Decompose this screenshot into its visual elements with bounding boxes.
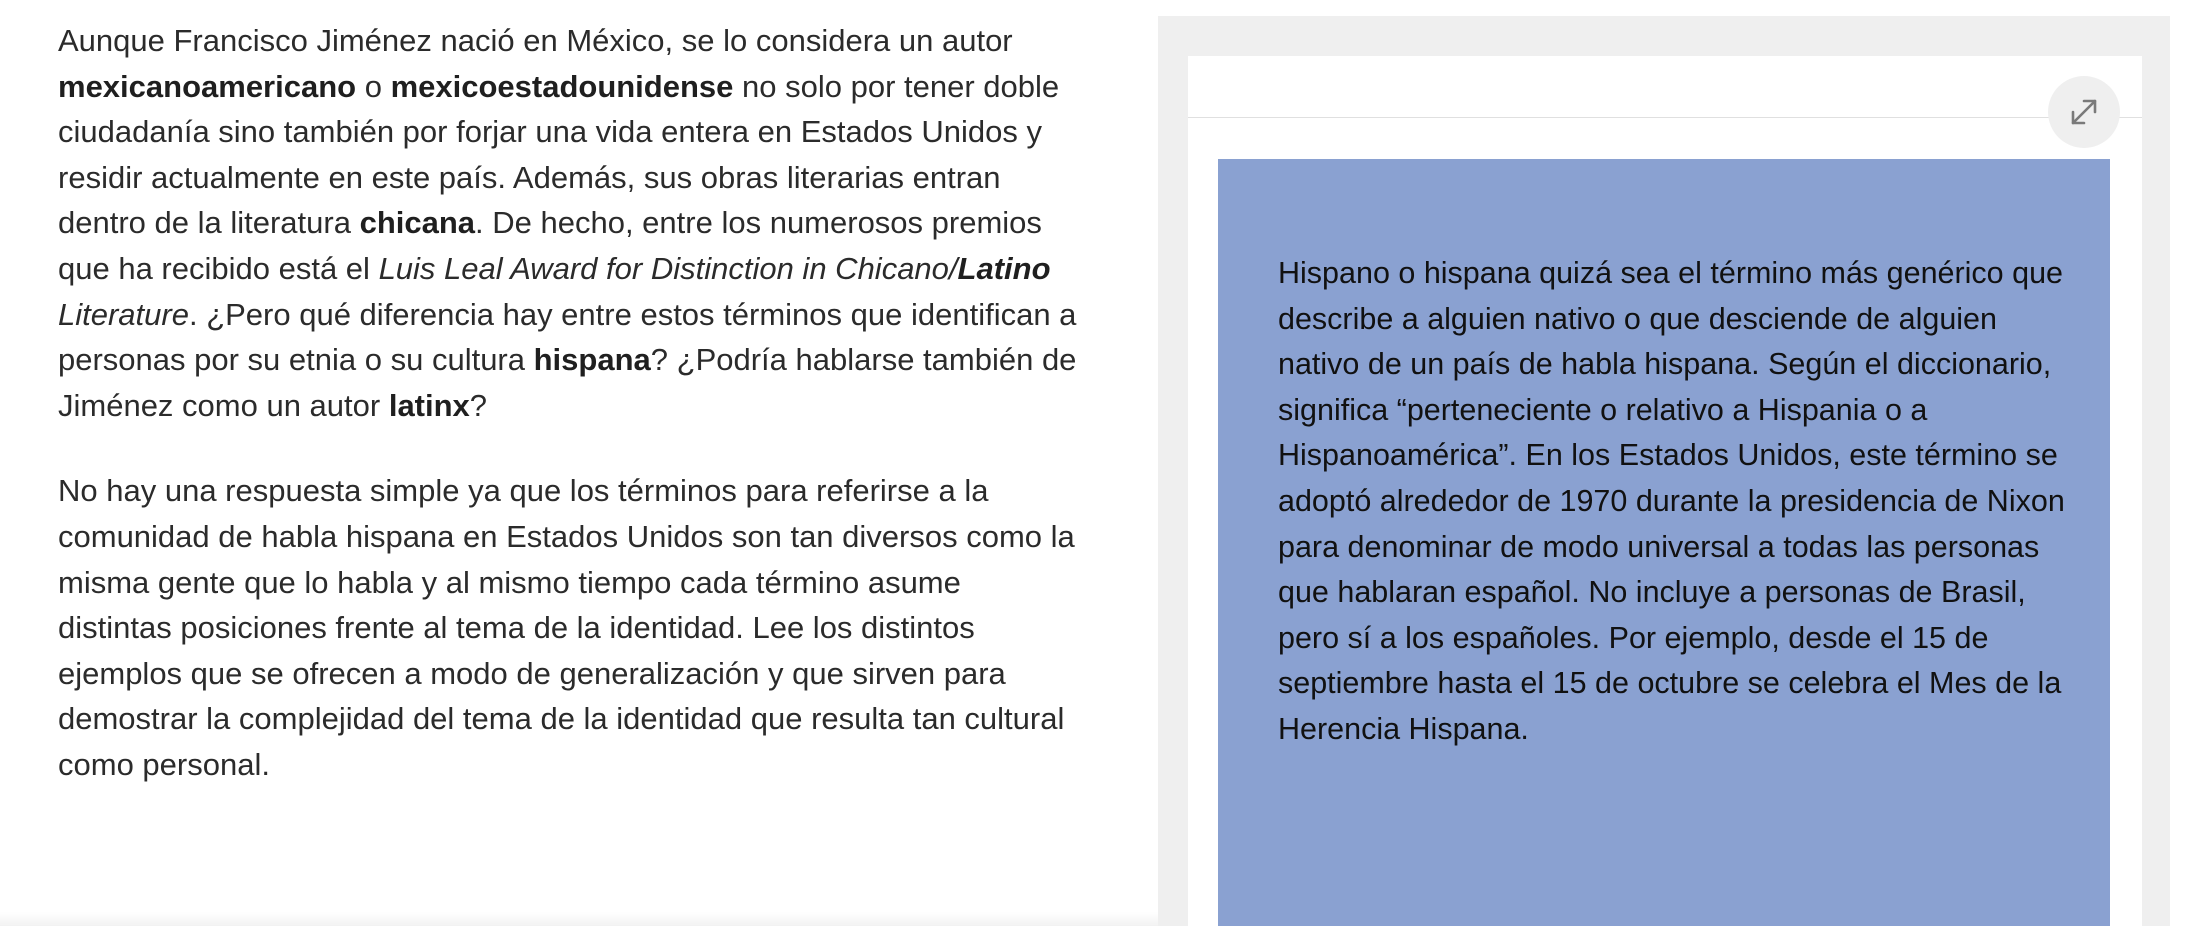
text-segment: ? ¿Podría hablarse también de Jiménez como un autor <box>58 342 1077 423</box>
expand-button[interactable] <box>2048 76 2120 148</box>
article-paragraph-2: No hay una respuesta simple ya que los términos para referirse a la comunidad de habla hispana en Estados Unidos son tan diversos como la misma gente que lo habla y al mismo tiempo cada término asume distintas posiciones frente al tema de la identidad. Lee los distintos ejemplos que se ofrecen a modo de generalización y que sirven para demostrar la complejidad del tema de la identidad que resulta tan cultural como personal. <box>58 473 1075 782</box>
term-mexicoestadounidense: mexicoestadounidense <box>390 68 734 104</box>
award-title-part: Literature <box>58 296 189 332</box>
text-segment: Aunque Francisco Jiménez nació en México, se lo considera un autor <box>58 23 1013 58</box>
text-segment: o <box>356 68 391 104</box>
scroll-shadow <box>0 912 1160 926</box>
term-mexicanoamericano: mexicanoamericano <box>58 68 357 104</box>
definition-card <box>1188 56 2142 926</box>
definition-text: Hispano o hispana quizá sea el término más genérico que describe a alguien nativo o que desciende de alguien nativo de un país de habla hispana. Según el diccionario, significa “perteneciente o relativo a Hispania o a Hispanoamérica”. En los Estados Unidos, este término se adoptó alrededor de 1970 durante la presidencia de Nixon para denominar de modo universal a todas las personas que hablaran español. No incluye a personas de Brasil, pero sí a los españoles. Por ejemplo, desde el 15 de septiembre hasta el 15 de octubre se celebra el Mes de la Herencia Hispana. <box>1278 256 2065 746</box>
text-segment: no solo por tener doble ciudadanía sino también por forjar una vida entera en Estados Unidos y residir actualmente en este país. Además, sus obras literarias entran dentro de la literatura <box>58 68 1060 241</box>
text-segment: . De hecho, entre los numerosos premios que ha recibido está el <box>58 205 1042 286</box>
definition-box <box>1218 159 2110 926</box>
side-panel <box>1158 16 2170 926</box>
text-segment: . ¿Pero qué diferencia hay entre estos términos que identifican a personas por su etnia o su cultura <box>58 296 1077 378</box>
term-chicana: chicana <box>359 205 476 241</box>
card-toolbar <box>1188 56 2142 118</box>
award-title-part: Luis Leal Award for Distinction in Chicano/ <box>378 250 958 286</box>
term-latinx: latinx <box>388 387 470 423</box>
award-title-latino: Latino <box>957 250 1051 286</box>
article-paragraph-1 <box>58 18 1078 428</box>
term-hispana: hispana <box>533 342 651 378</box>
text-segment: ? <box>469 387 488 423</box>
article-body <box>58 18 1078 788</box>
expand-arrows-icon <box>2065 93 2103 131</box>
